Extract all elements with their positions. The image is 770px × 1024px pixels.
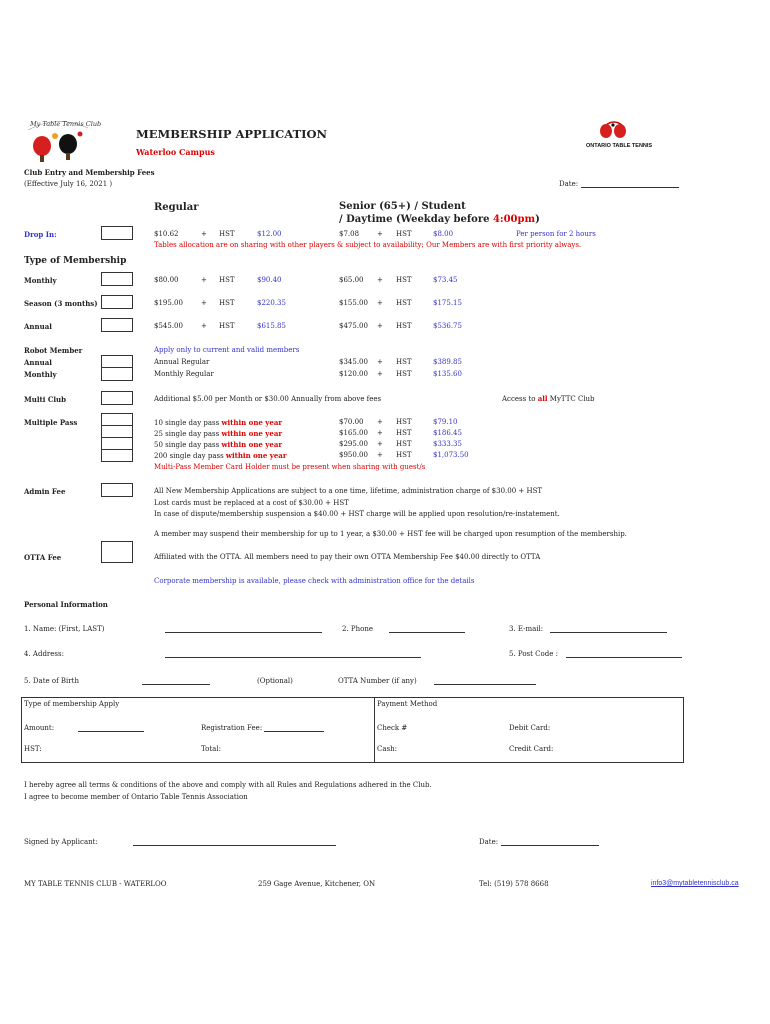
hst-label: HST xyxy=(396,276,412,284)
regular-heading: Regular xyxy=(154,202,199,213)
pass-25-text xyxy=(154,429,282,438)
ontario-logo-icon xyxy=(584,119,664,149)
fees-heading: Club Entry and Membership Fees xyxy=(24,168,155,177)
email-field[interactable] xyxy=(550,632,667,633)
drop-in-checkbox[interactable] xyxy=(101,226,133,240)
pass-200-label: 200 single day pass xyxy=(154,452,226,460)
season-sen-price: $155.00 xyxy=(339,299,368,307)
postcode-field[interactable] xyxy=(566,657,682,658)
signature-date-label: Date: xyxy=(479,838,499,846)
multi-club-checkbox[interactable] xyxy=(101,391,133,405)
plus-sign: + xyxy=(377,299,383,307)
plus-sign: + xyxy=(377,440,383,448)
footer-club-name: MY TABLE TENNIS CLUB - WATERLOO xyxy=(24,880,167,888)
admin-line-4: A member may suspend their membership for up to 1 year, a $30.00 + HST fee will be charged upon resumption of the membership. xyxy=(154,530,627,538)
annual-sen-price: $475.00 xyxy=(339,322,368,330)
drop-in-warning: Tables allocation are on sharing with other players & subject to availability; Our Members are with first priority always. xyxy=(154,241,582,249)
hst-label: HST xyxy=(396,358,412,366)
robot-monthly-label: Monthly xyxy=(24,370,57,379)
drop-in-sen-total: $8.00 xyxy=(433,230,454,238)
robot-monthly-price: $120.00 xyxy=(339,370,368,378)
membership-type-label: Type of membership Apply xyxy=(24,700,120,708)
monthly-reg-price: $80.00 xyxy=(154,276,179,284)
right-logo xyxy=(584,119,664,149)
monthly-reg-total: $90.40 xyxy=(257,276,282,284)
club-logo-text: My Table Tennis Club xyxy=(30,120,102,128)
annual-sen-total: $536.75 xyxy=(433,322,462,330)
admin-line-2: Lost cards must be replaced at a cost of $30.00 + HST xyxy=(154,499,349,507)
senior-heading-prefix: / Daytime (Weekday before xyxy=(339,214,493,225)
robot-monthly-regular: Monthly Regular xyxy=(154,370,214,378)
pass-200-checkbox[interactable] xyxy=(101,449,133,462)
pass-50-total: $333.35 xyxy=(433,440,462,448)
plus-sign: + xyxy=(377,370,383,378)
plus-sign: + xyxy=(377,276,383,284)
pass-50-label: 50 single day pass xyxy=(154,441,222,449)
amount-field[interactable] xyxy=(78,731,144,732)
plus-sign: + xyxy=(201,322,207,330)
registration-fee-field[interactable] xyxy=(264,731,324,732)
multi-pass-note: Multi-Pass Member Card Holder must be present when sharing with guest/s xyxy=(154,463,426,471)
cash-label: Cash: xyxy=(377,745,397,753)
footer-email-link[interactable]: info3@mytabletennisclub.ca xyxy=(651,880,739,887)
admin-fee-label: Admin Fee xyxy=(24,487,66,496)
address-field[interactable] xyxy=(165,657,421,658)
date-field[interactable] xyxy=(581,187,679,188)
robot-note: Apply only to current and valid members xyxy=(154,346,300,354)
within-one-year: within one year xyxy=(221,429,283,438)
plus-sign: + xyxy=(377,418,383,426)
monthly-label: Monthly xyxy=(24,276,57,285)
season-reg-total: $220.35 xyxy=(257,299,286,307)
left-logo xyxy=(22,112,102,162)
name-label: 1. Name: (First, LAST) xyxy=(24,625,105,633)
multi-club-text: Additional $5.00 per Month or $30.00 Annually from above fees xyxy=(154,395,382,403)
ontario-logo-text: ONTARIO TABLE TENNIS xyxy=(586,143,653,149)
postcode-label: 5. Post Code : xyxy=(509,650,558,658)
annual-checkbox[interactable] xyxy=(101,318,133,332)
plus-sign: + xyxy=(201,276,207,284)
table-divider xyxy=(374,697,375,763)
hst-label: HST xyxy=(219,299,235,307)
corporate-note: Corporate membership is available, please check with administration office for the details xyxy=(154,577,475,585)
within-one-year: within one year xyxy=(225,451,287,460)
otta-text: Affiliated with the OTTA. All members need to pay their own OTTA Membership Fee $40.00 directly to OTTA xyxy=(154,553,541,561)
within-one-year: within one year xyxy=(221,418,283,427)
robot-annual-price: $345.00 xyxy=(339,358,368,366)
senior-heading-line1: Senior (65+) / Student xyxy=(339,201,466,212)
season-reg-price: $195.00 xyxy=(154,299,183,307)
access-suffix: MyTTC Club xyxy=(547,395,595,403)
amount-label: Amount: xyxy=(24,724,55,732)
address-label: 4. Address: xyxy=(24,650,64,658)
drop-in-note: Per person for 2 hours xyxy=(516,230,596,238)
within-one-year: within one year xyxy=(221,440,283,449)
annual-label: Annual xyxy=(24,322,52,331)
hst-label: HST xyxy=(219,276,235,284)
date-label: Date: xyxy=(559,180,579,188)
plus-sign: + xyxy=(377,358,383,366)
admin-line-1: All New Membership Applications are subject to a one time, lifetime, administration charge of $30.00 + HST xyxy=(154,487,543,495)
hst-label: HST xyxy=(219,322,235,330)
check-label: Check # xyxy=(377,724,408,732)
monthly-sen-total: $73.45 xyxy=(433,276,458,284)
monthly-checkbox[interactable] xyxy=(101,272,133,286)
hst-label: HST xyxy=(396,299,412,307)
signed-by-label: Signed by Applicant: xyxy=(24,838,98,846)
signature-field[interactable] xyxy=(133,845,336,846)
registration-fee-label: Registration Fee: xyxy=(201,724,263,732)
senior-heading-line2 xyxy=(339,214,540,225)
annual-reg-total: $615.85 xyxy=(257,322,286,330)
agreement-line-2: I agree to become member of Ontario Table Tennis Association xyxy=(24,793,248,801)
email-label: 3. E-mail: xyxy=(509,625,544,633)
hst-label: HST xyxy=(396,322,412,330)
multi-club-label: Multi Club xyxy=(24,395,67,404)
phone-label: 2. Phone xyxy=(342,625,373,633)
personal-info-heading: Personal Information xyxy=(24,600,108,609)
campus-subtitle: Waterloo Campus xyxy=(136,147,215,157)
club-logo-icon xyxy=(22,112,102,162)
pass-10-price: $70.00 xyxy=(339,418,364,426)
debit-card-label: Debit Card: xyxy=(509,724,551,732)
pass-50-text xyxy=(154,440,282,449)
hst-label: HST xyxy=(396,370,412,378)
effective-date: (Effective July 16, 2021 ) xyxy=(24,180,113,188)
hst-label: HST xyxy=(219,230,235,238)
multiple-pass-label: Multiple Pass xyxy=(24,418,78,427)
hst-label: HST xyxy=(396,429,412,437)
hst-label: HST xyxy=(396,451,412,459)
plus-sign: + xyxy=(201,299,207,307)
robot-monthly-checkbox[interactable] xyxy=(101,367,133,381)
page-title: MEMBERSHIP APPLICATION xyxy=(136,127,328,141)
senior-heading-time: 4:00pm xyxy=(492,214,536,225)
name-field[interactable] xyxy=(165,632,322,633)
robot-monthly-total: $135.60 xyxy=(433,370,462,378)
agreement-line-1: I hereby agree all terms & conditions of the above and comply with all Rules and Regulations adhered in the Club. xyxy=(24,781,432,789)
robot-annual-label: Annual xyxy=(24,358,52,367)
payment-method-label: Payment Method xyxy=(377,700,438,708)
pass-10-total: $79.10 xyxy=(433,418,458,426)
footer-address: 259 Gage Avenue, Kitchener, ON xyxy=(258,880,376,888)
otta-fee-label: OTTA Fee xyxy=(24,553,62,562)
season-label: Season (3 months) xyxy=(24,299,98,308)
hst-field-label: HST: xyxy=(24,745,42,753)
monthly-sen-price: $65.00 xyxy=(339,276,364,284)
signature-date-field[interactable] xyxy=(501,845,599,846)
credit-card-label: Credit Card: xyxy=(509,745,554,753)
plus-sign: + xyxy=(377,451,383,459)
otta-number-field[interactable] xyxy=(434,684,536,685)
drop-in-label: Drop In: xyxy=(24,230,57,239)
pass-200-text xyxy=(154,451,287,460)
pass-10-label: 10 single day pass xyxy=(154,419,222,427)
plus-sign: + xyxy=(377,322,383,330)
dob-label: 5. Date of Birth xyxy=(24,677,79,685)
robot-annual-regular: Annual Regular xyxy=(154,358,210,366)
drop-in-sen-price: $7.08 xyxy=(339,230,360,238)
pass-25-label: 25 single day pass xyxy=(154,430,222,438)
pass-25-price: $165.00 xyxy=(339,429,368,437)
plus-sign: + xyxy=(377,429,383,437)
phone-field[interactable] xyxy=(389,632,465,633)
plus-sign: + xyxy=(377,230,383,238)
hst-label: HST xyxy=(396,230,412,238)
total-label: Total: xyxy=(201,745,221,753)
admin-fee-checkbox[interactable] xyxy=(101,483,133,497)
admin-line-3: In case of dispute/membership suspension a $40.00 + HST charge will be applied upon resolution/re-instatement. xyxy=(154,510,560,518)
senior-heading-suffix: ) xyxy=(535,214,540,225)
pass-25-total: $186.45 xyxy=(433,429,462,437)
drop-in-reg-total: $12.00 xyxy=(257,230,282,238)
pass-10-text xyxy=(154,418,282,427)
robot-member-label: Robot Member xyxy=(24,346,83,355)
pass-200-total: $1,073.50 xyxy=(433,451,469,459)
optional-label: (Optional) xyxy=(257,677,293,685)
dob-field[interactable] xyxy=(142,684,210,685)
otta-number-label: OTTA Number (if any) xyxy=(338,677,417,685)
pass-50-price: $295.00 xyxy=(339,440,368,448)
hst-label: HST xyxy=(396,418,412,426)
access-prefix: Access to xyxy=(502,395,538,403)
pass-200-price: $950.00 xyxy=(339,451,368,459)
annual-reg-price: $545.00 xyxy=(154,322,183,330)
type-of-membership-heading: Type of Membership xyxy=(24,256,127,266)
plus-sign: + xyxy=(201,230,207,238)
payment-table xyxy=(21,697,684,763)
access-all: all xyxy=(537,394,548,403)
multi-club-access xyxy=(502,394,595,403)
season-checkbox[interactable] xyxy=(101,295,133,309)
robot-annual-total: $389.85 xyxy=(433,358,462,366)
drop-in-reg-price: $10.62 xyxy=(154,230,179,238)
hst-label: HST xyxy=(396,440,412,448)
season-sen-total: $175.15 xyxy=(433,299,462,307)
footer-phone: Tel: (519) 578 8668 xyxy=(479,880,549,888)
otta-fee-checkbox[interactable] xyxy=(101,541,133,563)
